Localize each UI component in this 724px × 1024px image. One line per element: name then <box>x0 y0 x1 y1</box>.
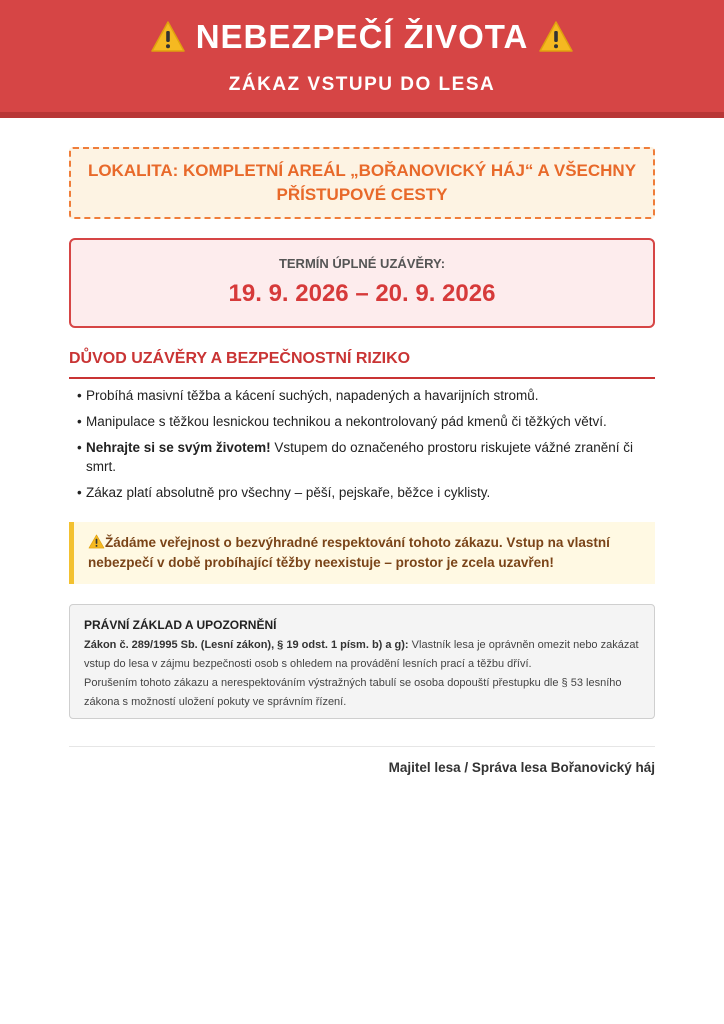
header-title: NEBEZPEČÍ ŽIVOTA <box>195 18 529 55</box>
legal-law-text: Vlastník lesa je oprávněn omezit nebo zakázat vstup do lesa v zájmu bezpečnosti osob s ohledem na provádění lesních prací a těžbu dříví. <box>84 639 639 670</box>
location-box <box>69 147 655 219</box>
reason-heading: DŮVOD UZÁVĚRY A BEZPEČNOSTNÍ RIZIKO <box>69 350 655 379</box>
legal-title: PRÁVNÍ ZÁKLAD A UPOZORNĚNÍ <box>84 618 277 632</box>
reason-text: Manipulace s těžkou lesnickou technikou a nekontrolovaný pád kmenů či těžkých větví. <box>86 414 607 429</box>
reason-bold: Nehrajte si se svým životem! <box>86 440 271 455</box>
warning-header <box>0 0 724 118</box>
warning-icon <box>88 534 105 549</box>
header-title-row <box>0 18 724 56</box>
legal-penalty: Porušením tohoto zákazu a nerespektováním výstražných tabulí se osoba dopouští přestupku dle § 53 lesního zákona s možností uložení pokuty ve správním řízení. <box>84 677 622 708</box>
footer-signature: Majitel lesa / Správa lesa Bořanovický háj <box>388 760 655 775</box>
reason-list <box>69 386 655 509</box>
legal-box <box>69 604 655 719</box>
divider <box>69 746 655 747</box>
location-text: LOKALITA: KOMPLETNÍ AREÁL „BOŘANOVICKÝ HÁJ“ A VŠECHNY PŘÍSTUPOVÉ CESTY <box>87 161 637 204</box>
warning-icon <box>150 19 186 55</box>
header-subtitle: ZÁKAZ VSTUPU DO LESA <box>228 74 496 95</box>
reason-text: Zákaz platí absolutně pro všechny – pěší, pejskaře, běžce i cyklisty. <box>86 485 491 500</box>
reason-text: Probíhá masivní těžba a kácení suchých, napadených a havarijních stromů. <box>86 388 539 403</box>
legal-law-paragraph <box>84 636 640 674</box>
list-item <box>69 386 655 405</box>
list-item <box>69 483 655 502</box>
alert-text: Žádáme veřejnost o bezvýhradné respektování tohoto zákazu. Vstup na vlastní nebezpečí v době probíhající těžby neexistuje – prostor je zcela uzavřen! <box>88 535 610 570</box>
closure-term-dates: 19. 9. 2026 – 20. 9. 2026 <box>228 280 496 307</box>
closure-term-box <box>69 238 655 328</box>
list-item <box>69 438 655 476</box>
warning-icon <box>538 19 574 55</box>
reason-text: Vstupem do označeného prostoru riskujete vážné zranění či smrt. <box>86 440 634 474</box>
alert-box <box>69 522 655 584</box>
legal-law-ref: Zákon č. 289/1995 Sb. (Lesní zákon), § 19 odst. 1 písm. b) a g): <box>84 639 409 651</box>
closure-term-label: TERMÍN ÚPLNÉ UZÁVĚRY: <box>278 256 446 271</box>
list-item <box>69 412 655 431</box>
